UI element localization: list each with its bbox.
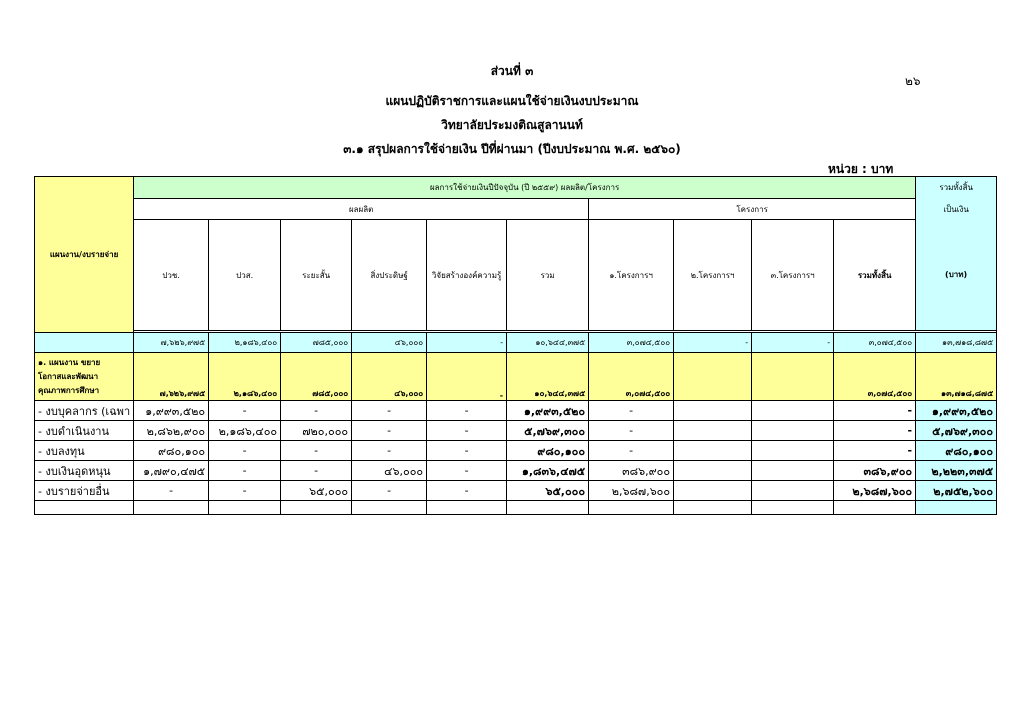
- col-header-research: วิจัยสร้างองค์ความรู้: [427, 220, 507, 331]
- plan-cell: ๓,๐๗๔,๕๐๐: [834, 353, 916, 401]
- table-cell: ๑,๗๙๐,๔๗๕: [134, 461, 209, 481]
- plan-label-line: คุณภาพการศึกษา: [38, 385, 100, 395]
- plan-cell: [674, 353, 752, 401]
- table-cell: -: [589, 441, 674, 461]
- summary-row: [35, 333, 997, 353]
- page-number: ๒๖: [905, 74, 921, 88]
- table-cell: -: [427, 401, 507, 421]
- plan-column-header: แผนงาน/งบรายจ่าย: [35, 177, 134, 333]
- plan-cell: ๑๐,๖๔๔,๓๗๕: [507, 353, 589, 401]
- document-title: แผนปฏิบัติราชการและแผนใช้จ่ายเงินงบประมาณ: [385, 94, 639, 108]
- table-cell: ๒,๗๕๒,๖๐๐: [916, 481, 997, 501]
- table-cell: [752, 401, 834, 421]
- table-cell: ๙๘๐,๑๐๐: [507, 441, 589, 461]
- summary-cell: ๗,๖๒๖,๙๗๕: [134, 333, 209, 353]
- table-cell: ๑,๙๙๓,๕๒๐: [916, 401, 997, 421]
- table-cell: [674, 421, 752, 441]
- table-cell: [752, 461, 834, 481]
- summary-cell: -: [427, 333, 507, 353]
- total-header-line2: เป็นเงิน: [916, 199, 997, 220]
- plan-cell: ๗๘๕,๐๐๐: [281, 353, 352, 401]
- report-title: ๓.๑ สรุปผลการใช้จ่ายเงิน ปีที่ผ่านมา (ปีงบประมาณ พ.ศ. ๒๕๖๐): [343, 142, 681, 156]
- plan-cell: ๓,๐๗๔,๕๐๐: [589, 353, 674, 401]
- table-cell: ๖๕,๐๐๐: [507, 481, 589, 501]
- table-row: [35, 421, 997, 441]
- col-header-project-1: ๑.โครงการฯ: [589, 220, 674, 331]
- plan-label-line: โอกาสและพัฒนา: [38, 371, 99, 381]
- table-cell: -: [834, 401, 916, 421]
- col-header-project-total: รวมทั้งสิ้น: [834, 220, 916, 331]
- table-cell: ๙๘๐,๑๐๐: [916, 441, 997, 461]
- table-cell: -: [281, 461, 352, 481]
- summary-cell: -: [674, 333, 752, 353]
- summary-cell: ๗๘๕,๐๐๐: [281, 333, 352, 353]
- table-cell: ๖๕,๐๐๐: [281, 481, 352, 501]
- plan-cell: ๔๖,๐๐๐: [352, 353, 427, 401]
- plan-label: [35, 353, 134, 401]
- table-cell: ๑,๘๓๖,๔๗๕: [507, 461, 589, 481]
- table-cell: [674, 401, 752, 421]
- table-cell: -: [352, 421, 427, 441]
- table-cell: [752, 481, 834, 501]
- table-cell: ๓๘๖,๙๐๐: [834, 461, 916, 481]
- table-cell: [674, 481, 752, 501]
- unit-label: หน่วย : บาท: [828, 162, 894, 176]
- plan-cell: ๑๓,๗๑๘,๘๗๕: [916, 353, 997, 401]
- summary-cell: -: [752, 333, 834, 353]
- table-cell: ๙๘๐,๑๐๐: [134, 441, 209, 461]
- row-label: - งบดำเนินงาน: [35, 421, 134, 441]
- plan-label-line: ๑. แผนงาน ขยาย: [38, 357, 101, 367]
- table-cell: ๔๖,๐๐๐: [352, 461, 427, 481]
- plan-row: [35, 353, 997, 401]
- table-cell: -: [427, 441, 507, 461]
- table-cell: ๒,๑๘๖,๔๐๐: [209, 421, 281, 441]
- table-cell: -: [209, 441, 281, 461]
- table-cell: -: [427, 461, 507, 481]
- table-row: [35, 461, 997, 481]
- plan-cell: [752, 353, 834, 401]
- col-header-pvc: ปวช.: [134, 220, 209, 331]
- table-cell: -: [352, 441, 427, 461]
- col-header-pvs: ปวส.: [209, 220, 281, 331]
- table-cell: -: [589, 401, 674, 421]
- table-cell: [752, 421, 834, 441]
- table-cell: ๕,๗๖๙,๓๐๐: [916, 421, 997, 441]
- table-cell: -: [834, 441, 916, 461]
- table-cell: ๑,๙๙๓,๕๒๐: [134, 401, 209, 421]
- budget-table: [34, 176, 997, 515]
- table-cell: ๒,๖๘๗,๖๐๐: [834, 481, 916, 501]
- table-cell: [674, 461, 752, 481]
- table-row: [35, 501, 997, 515]
- table-cell: -: [427, 481, 507, 501]
- table-cell: -: [352, 401, 427, 421]
- col-header-project-3: ๓.โครงการฯ: [752, 220, 834, 331]
- table-cell: ๑,๙๙๓,๕๒๐: [507, 401, 589, 421]
- table-cell: -: [209, 481, 281, 501]
- total-header-line1: รวมทั้งสิ้น: [916, 177, 997, 199]
- table-cell: ๗๒๐,๐๐๐: [281, 421, 352, 441]
- table-cell: ๒,๘๖๒,๙๐๐: [134, 421, 209, 441]
- summary-cell: ๓,๐๗๔,๕๐๐: [834, 333, 916, 353]
- summary-cell: ๔๖,๐๐๐: [352, 333, 427, 353]
- total-header-line3: (บาท): [916, 220, 997, 331]
- table-cell: -: [281, 441, 352, 461]
- table-cell: ๒,๒๒๓,๓๗๕: [916, 461, 997, 481]
- plan-cell: ๒,๑๘๖,๔๐๐: [209, 353, 281, 401]
- col-header-project-2: ๒.โครงการฯ: [674, 220, 752, 331]
- table-cell: [674, 441, 752, 461]
- table-cell: ๒,๖๘๗,๖๐๐: [589, 481, 674, 501]
- spending-group-header: ผลการใช้จ่ายเงินปีปัจจุบัน (ปี ๒๕๕๙) ผลผลิต/โครงการ: [134, 177, 916, 199]
- row-label: - งบลงทุน: [35, 441, 134, 461]
- table-cell: ๓๘๖,๙๐๐: [589, 461, 674, 481]
- output-group-header: ผลผลิต: [134, 199, 589, 220]
- table-row: [35, 441, 997, 461]
- summary-cell: ๓,๐๗๔,๕๐๐: [589, 333, 674, 353]
- table-cell: -: [427, 421, 507, 441]
- row-label: - งบเงินอุดหนุน: [35, 461, 134, 481]
- summary-cell: ๑๐,๖๔๔,๓๗๕: [507, 333, 589, 353]
- table-cell: -: [589, 421, 674, 441]
- table-cell: -: [134, 481, 209, 501]
- section-title: ส่วนที่ ๓: [490, 64, 534, 78]
- table-cell: -: [281, 401, 352, 421]
- project-group-header: โครงการ: [589, 199, 916, 220]
- table-cell: [752, 441, 834, 461]
- summary-cell: ๒,๑๘๖,๔๐๐: [209, 333, 281, 353]
- table-cell: -: [352, 481, 427, 501]
- table-row: [35, 481, 997, 501]
- college-name: วิทยาลัยประมงติณสูลานนท์: [441, 118, 583, 132]
- col-header-output-sum: รวม: [507, 220, 589, 331]
- plan-cell: -: [427, 353, 507, 401]
- summary-cell: ๑๓,๗๑๘,๘๗๕: [916, 333, 997, 353]
- table-cell: -: [209, 401, 281, 421]
- col-header-invention: สิ่งประดิษฐ์: [352, 220, 427, 331]
- table-cell: -: [209, 461, 281, 481]
- row-label: - งบบุคลากร (เฉพา: [35, 401, 134, 421]
- table-cell: ๕,๗๖๙,๓๐๐: [507, 421, 589, 441]
- row-label: - งบรายจ่ายอื่น: [35, 481, 134, 501]
- table-row: [35, 401, 997, 421]
- plan-cell: ๗,๖๒๖,๙๗๕: [134, 353, 209, 401]
- table-cell: -: [834, 421, 916, 441]
- col-header-short: ระยะสั้น: [281, 220, 352, 331]
